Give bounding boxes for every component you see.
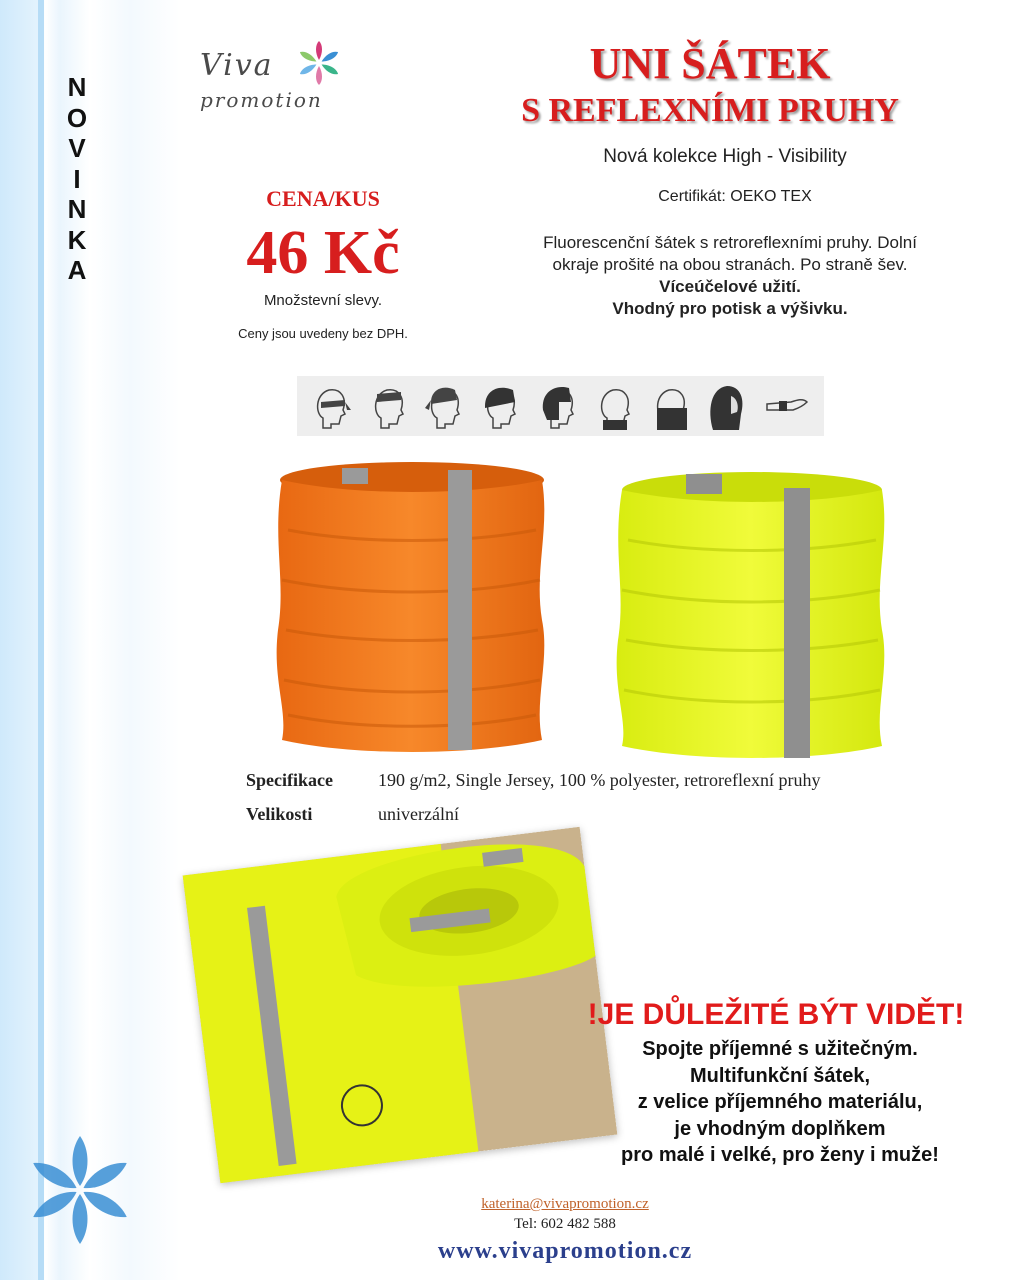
- orange-neck-gaiter-image: [272, 460, 552, 756]
- page-title: UNI ŠÁTEK: [589, 39, 831, 88]
- page-subtitle-red: S REFLEXNÍMI PRUHY: [521, 92, 899, 129]
- novinka-letter: O: [66, 102, 88, 133]
- novinka-letter: V: [68, 133, 86, 163]
- price-label: CENA/KUS: [266, 186, 380, 211]
- novinka-letter: K: [67, 224, 87, 255]
- description-bold-line: Víceúčelové užití.: [659, 277, 801, 296]
- usage-icons-strip: [297, 376, 824, 436]
- phone-number: Tel: 602 482 588: [514, 1216, 616, 1232]
- product-description: [490, 232, 970, 320]
- spec-key: Velikosti: [246, 804, 313, 824]
- flower-icon: [296, 40, 342, 86]
- description-bold-line: Vhodný pro potisk a výšivku.: [612, 299, 848, 318]
- promo-line: z velice příjemného materiálu,: [637, 1091, 923, 1113]
- description-line: Fluorescenční šátek s retroreflexními pruhy. Dolní: [543, 233, 917, 252]
- description-line: okraje prošité na obou stranách. Po straně šev.: [552, 255, 908, 274]
- viva-promotion-logo: [196, 40, 356, 124]
- novinka-letter: A: [67, 255, 87, 285]
- spec-value: univerzální: [378, 804, 459, 824]
- spec-row: [246, 770, 966, 804]
- promo-line: pro malé i velké, pro ženy i muže!: [621, 1144, 939, 1166]
- pirate-cap-icon: [423, 380, 467, 432]
- logo-text-promotion: promotion: [200, 88, 323, 112]
- vat-note: Ceny jsou uvedeny bez DPH.: [238, 326, 408, 341]
- promo-line: je vhodným doplňkem: [674, 1117, 886, 1140]
- blue-flower-icon: [20, 1130, 140, 1250]
- novinka-letter: N: [67, 72, 87, 102]
- promo-headline: !JE DŮLEŽITÉ BÝT VIDĚT!: [587, 998, 965, 1031]
- hood-icon: [705, 380, 749, 432]
- email-link[interactable]: katerina@vivapromotion.cz: [481, 1196, 649, 1212]
- spec-value: 190 g/m2, Single Jersey, 100 % polyester, retroreflexní pruhy: [378, 770, 821, 790]
- collection-note: Nová kolekce High - Visibility: [603, 146, 847, 167]
- spec-table: [246, 770, 966, 838]
- photo-graphic: [183, 827, 618, 1183]
- face-mask-icon: [649, 380, 693, 432]
- cap-icon: [479, 380, 523, 432]
- certificate-note: Certifikát: OEKO TEX: [658, 188, 812, 205]
- logo-text-viva: Viva: [200, 48, 274, 83]
- promo-line: Multifunkční šátek,: [689, 1064, 871, 1087]
- wristband-icon: [763, 380, 811, 432]
- balaclava-open-icon: [537, 380, 581, 432]
- headband-icon: [309, 380, 353, 432]
- bandana-icon: [367, 380, 411, 432]
- novinka-letter: I: [73, 163, 81, 194]
- discount-note: Množstevní slevy.: [263, 292, 383, 309]
- neck-gaiter-icon: [593, 380, 637, 432]
- promo-text: [570, 1036, 990, 1169]
- promo-line: Spojte příjemné s užitečným.: [642, 1038, 918, 1060]
- price-value: 46 Kč: [246, 219, 400, 287]
- novinka-vertical-label: [62, 72, 92, 286]
- website-link[interactable]: www.vivapromotion.cz: [437, 1238, 693, 1264]
- spec-row: [246, 804, 966, 838]
- novinka-letter: N: [67, 194, 87, 224]
- product-photo: [183, 827, 618, 1183]
- spec-key: Specifikace: [246, 770, 333, 790]
- sidebar-strip: [38, 0, 44, 1280]
- yellow-neck-gaiter-image: [612, 470, 892, 766]
